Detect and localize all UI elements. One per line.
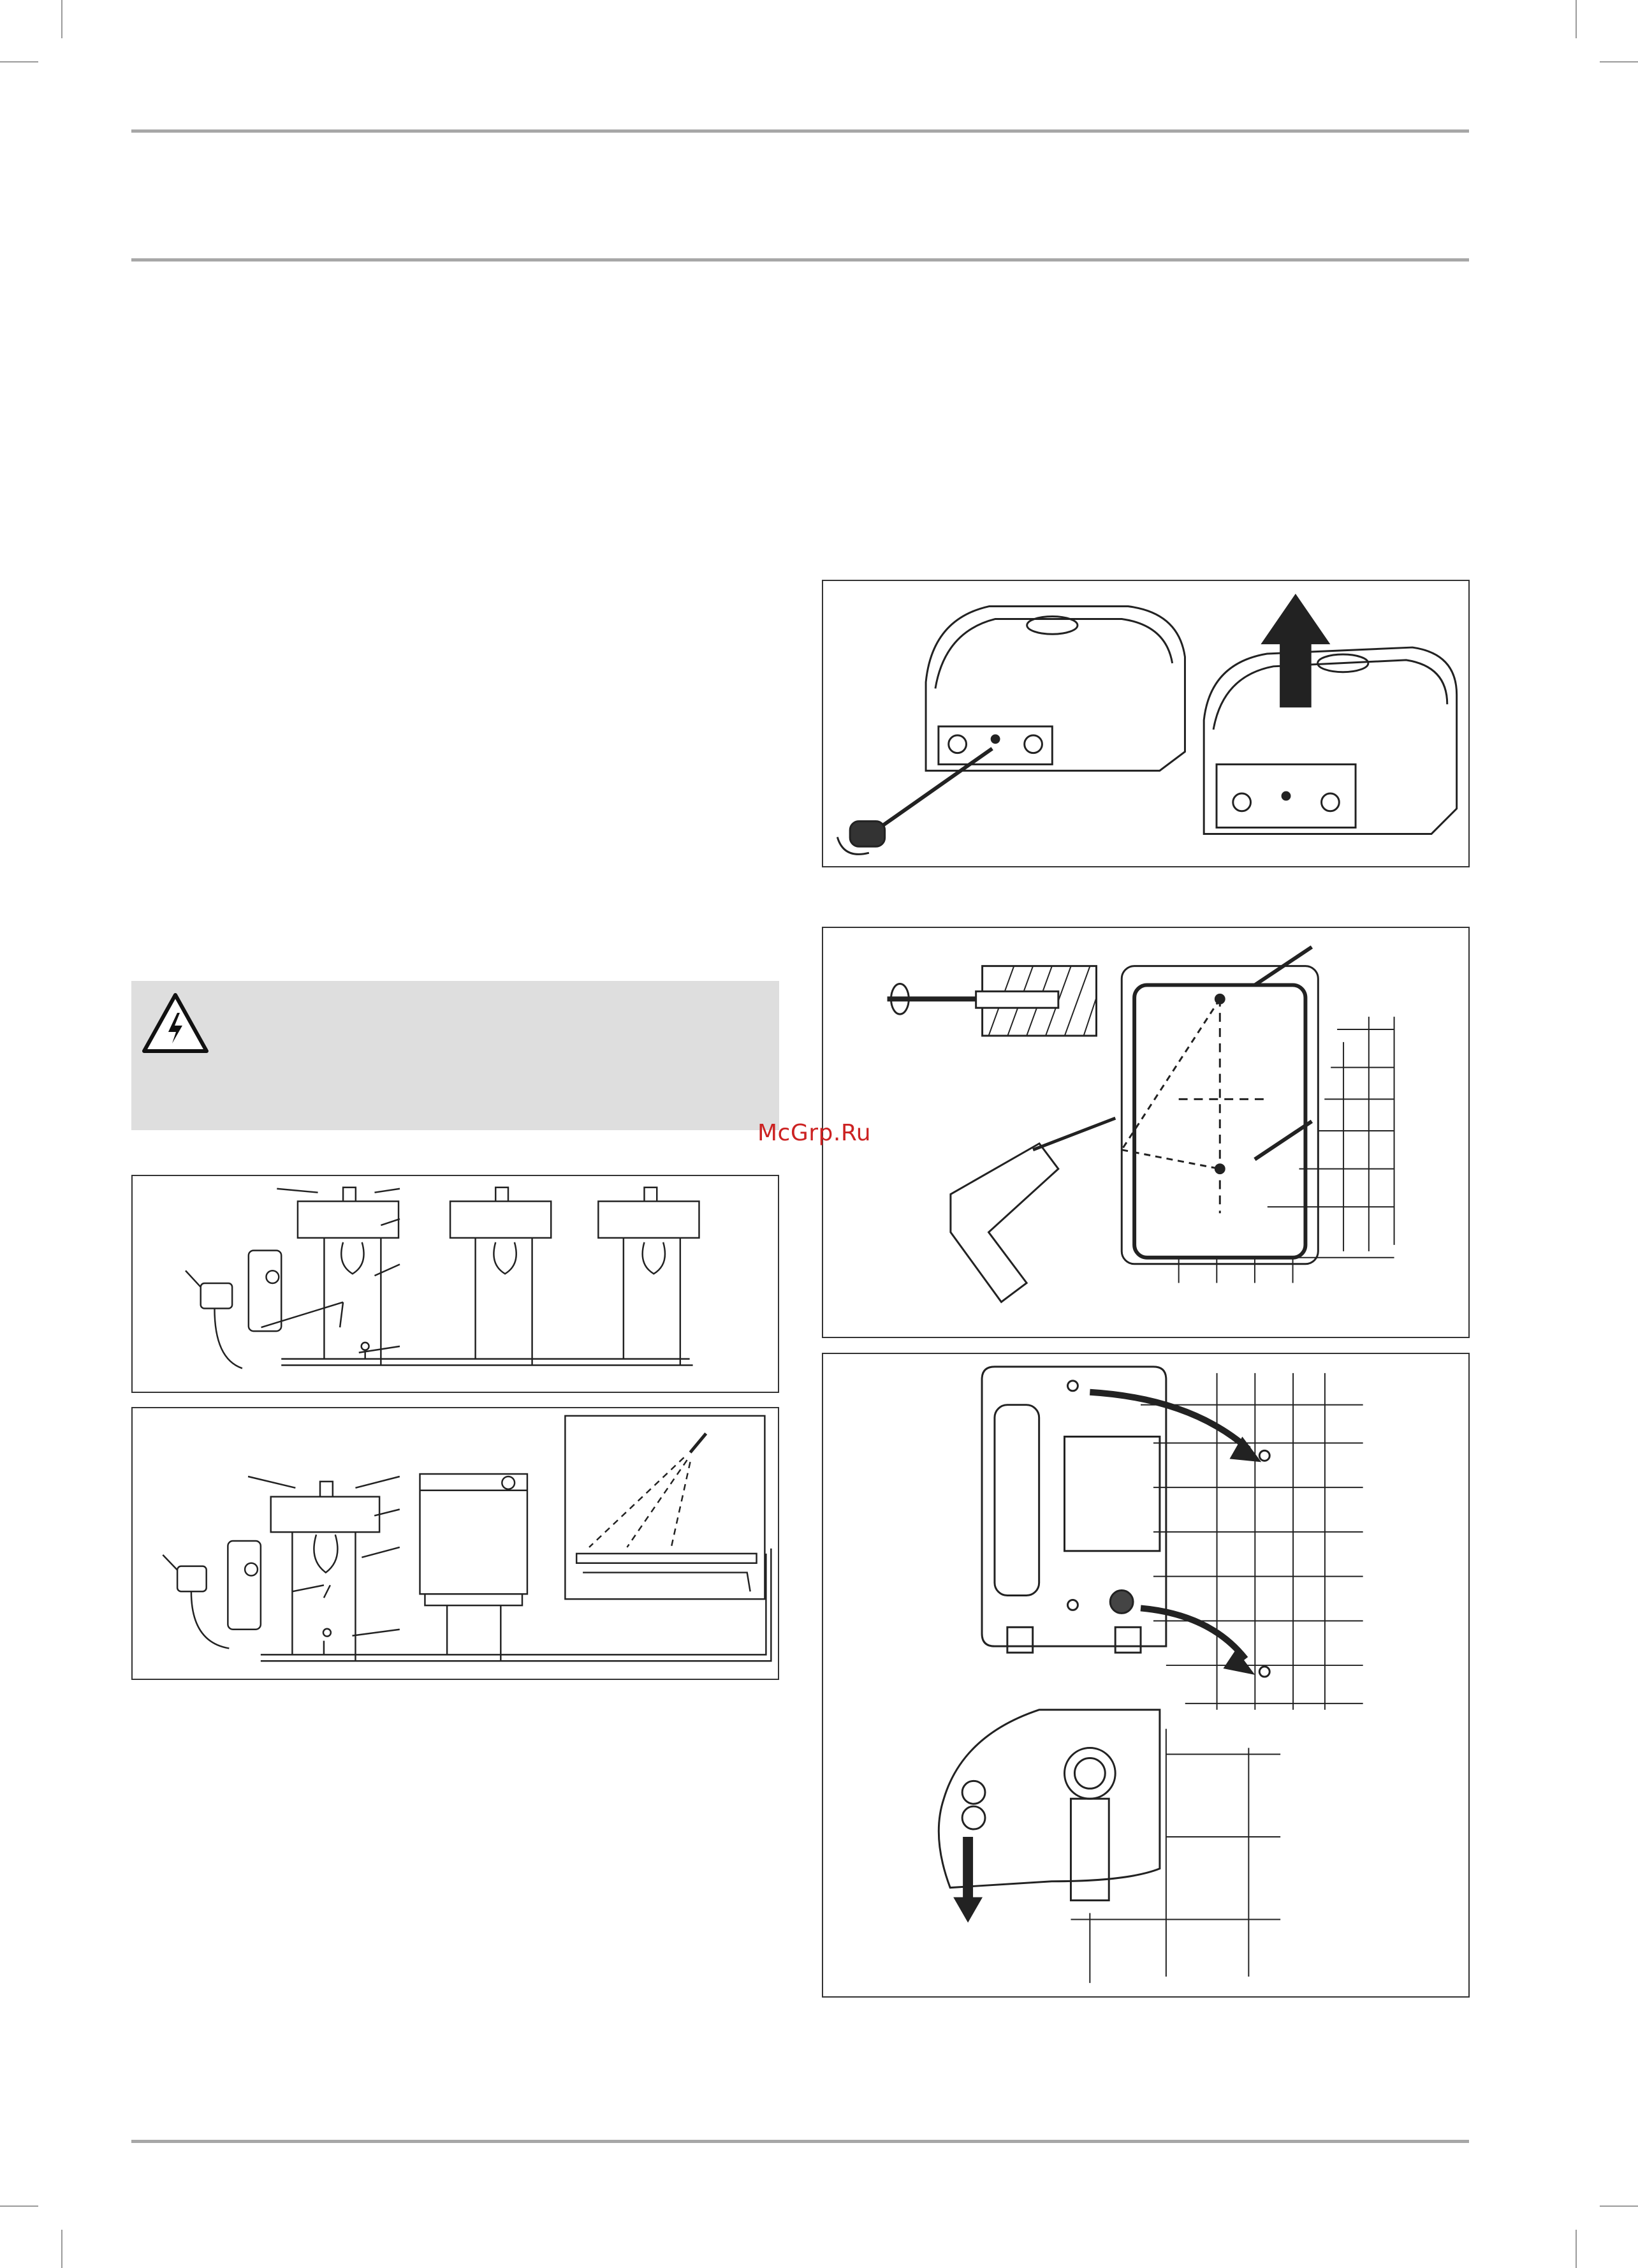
crop-mark (0, 2205, 38, 2207)
crop-mark (0, 61, 38, 63)
warning-box (131, 981, 779, 1130)
wall-drilling-illustration (823, 928, 1468, 1337)
shower-installation-diagram (133, 1408, 778, 1679)
cover-removal-illustration (823, 581, 1468, 866)
hanging-illustration (823, 1354, 1468, 1996)
header-rule-bottom (131, 258, 1469, 261)
crop-mark (1576, 0, 1577, 38)
electric-hazard-triangle-icon (140, 991, 210, 1055)
watermark: McGrp.Ru (757, 1120, 872, 1146)
three-basin-diagram (133, 1176, 778, 1392)
footer-rule (131, 2140, 1469, 2143)
crop-mark (1576, 2230, 1577, 2268)
figure-wall-drilling (822, 927, 1470, 1338)
crop-mark (61, 0, 62, 38)
figure-installation-shower (131, 1407, 779, 1680)
header-rule-top (131, 129, 1469, 133)
figure-hanging (822, 1353, 1470, 1998)
figure-installation-three-basins (131, 1175, 779, 1393)
figure-cover-removal (822, 580, 1470, 867)
crop-mark (1600, 2205, 1638, 2207)
crop-mark (1600, 61, 1638, 63)
crop-mark (61, 2230, 62, 2268)
